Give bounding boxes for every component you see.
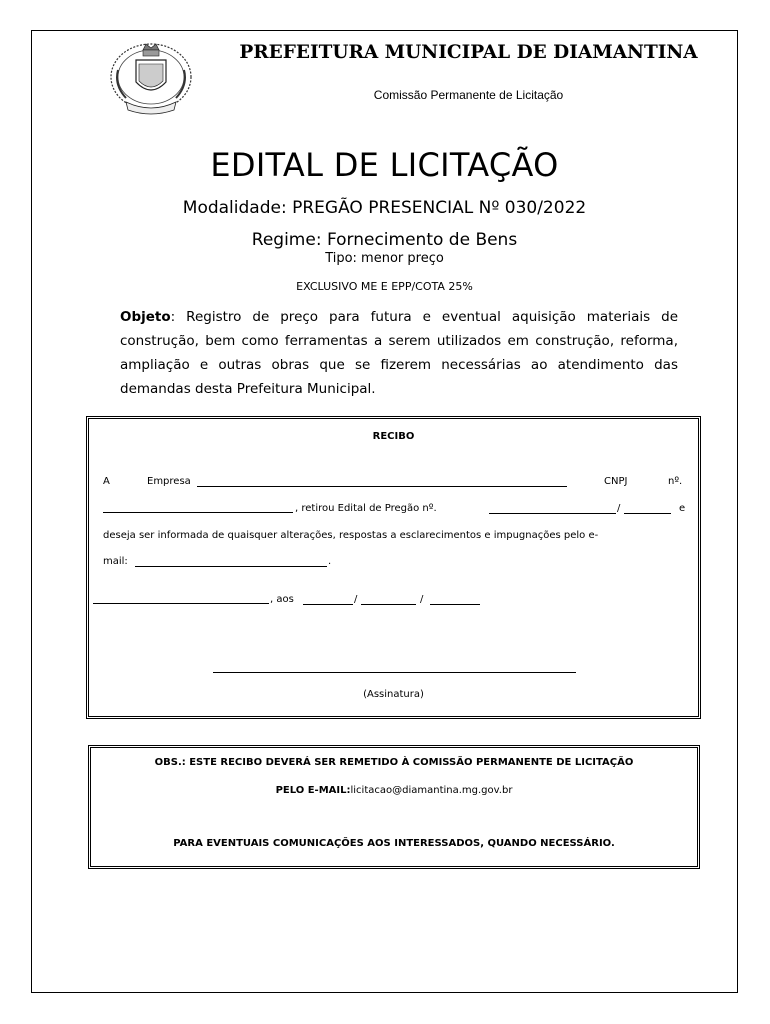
- email-blank[interactable]: [135, 557, 327, 567]
- recibo-retirou: , retirou Edital de Pregão nº.: [295, 503, 437, 514]
- recibo-a: A: [103, 476, 110, 487]
- obs-line-3: [91, 838, 697, 849]
- recibo-slash-2: /: [354, 594, 358, 605]
- obs-box: [88, 745, 700, 869]
- municipal-coat-of-arms: [106, 40, 196, 118]
- pregao-number-blank[interactable]: [489, 504, 616, 514]
- obs-email-label: PELO E-MAIL:: [275, 785, 351, 796]
- recibo-e: e: [679, 503, 686, 514]
- recibo-slash: /: [617, 503, 621, 514]
- day-blank[interactable]: [303, 595, 353, 605]
- obs-email: licitacao@diamantina.mg.gov.br: [350, 785, 513, 796]
- month-blank[interactable]: [361, 595, 416, 605]
- year-blank[interactable]: [430, 595, 480, 605]
- obs-email-line: [91, 785, 697, 796]
- obs-line-3-text: PARA EVENTUAIS COMUNICAÇÕES AOS INTERESSADOS, QUANDO NECESSÁRIO.: [173, 838, 615, 849]
- objeto-text: : Registro de preço para futura e eventual aquisição materiais de construção, bem como ferramentas a serem utilizados em construção, reforma, ampliação e outras obras que se fizerem necessárias ao atendimento das demandas desta Prefeitura Municipal.: [120, 309, 678, 397]
- recibo-no-label: nº.: [668, 476, 683, 487]
- regime: Regime: Fornecimento de Bens: [251, 230, 518, 250]
- cnpj-blank[interactable]: [103, 503, 293, 513]
- pregao-year-blank[interactable]: [624, 504, 671, 514]
- obs-line-1: [91, 757, 697, 768]
- edital-title: EDITAL DE LICITAÇÃO: [210, 146, 559, 184]
- signature-line[interactable]: [213, 672, 576, 673]
- signature-label: (Assinatura): [363, 689, 424, 700]
- modalidade: Modalidade: PREGÃO PRESENCIAL Nº 030/2022: [182, 198, 587, 218]
- empresa-blank[interactable]: [197, 477, 567, 487]
- objeto-label: Objeto: [120, 309, 171, 325]
- recibo-cnpj-label: CNPJ: [604, 476, 628, 487]
- tipo: Tipo: menor preço: [325, 251, 444, 266]
- recibo-mail-label: mail:: [103, 556, 128, 567]
- city-blank[interactable]: [93, 594, 269, 604]
- header-title: PREFEITURA MUNICIPAL DE DIAMANTINA: [239, 42, 698, 63]
- recibo-empresa-label: Empresa: [147, 476, 191, 487]
- recibo-title: RECIBO: [372, 431, 415, 442]
- exclusivo-note: EXCLUSIVO ME E EPP/COTA 25%: [296, 280, 473, 293]
- obs-line-1-text: OBS.: ESTE RECIBO DEVERÁ SER REMETIDO À COMISSÃO PERMANENTE DE LICITAÇÃO: [154, 757, 634, 768]
- recibo-slash-3: /: [420, 594, 424, 605]
- recibo-aos: , aos: [270, 594, 294, 605]
- header-subtitle: Comissão Permanente de Licitação: [373, 88, 564, 102]
- objeto-paragraph: [120, 305, 678, 401]
- recibo-box: [86, 416, 701, 719]
- recibo-dot: .: [328, 556, 332, 567]
- recibo-deseja: deseja ser informada de quaisquer alterações, respostas a esclarecimentos e impugnações pelo e-: [103, 530, 599, 541]
